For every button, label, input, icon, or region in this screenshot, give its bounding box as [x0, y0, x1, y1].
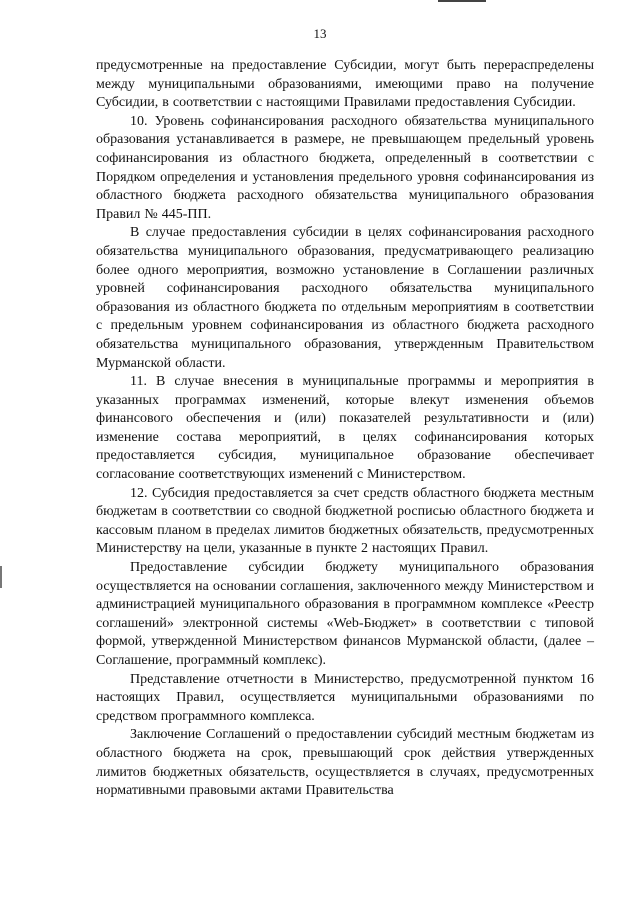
- document-body: [96, 57, 594, 801]
- page-number: 13: [313, 26, 327, 41]
- paragraph-continuation: предусмотренные на предоставление Субсидии, могут быть перераспределены между муниципальными образованиями, имеющими право на получение Субсидии, в соответствии с настоящими Правилами предоставления Субсидии.: [96, 58, 594, 111]
- paragraph-10-case: В случае предоставления субсидии в целях софинансирования расходного обязательства муниципального образования, предусматривающего реализацию более одного мероприятия, возможно установление в Соглашении различных уровней софинансирования расходного обязательства муниципального образования из областного бюджета по отдельным мероприятиям в соответствии с предельным уровнем софинансирования из областного бюджета расходного обязательства муниципального образования, утвержденным Правительством Мурманской области.: [96, 225, 594, 371]
- paragraph-reporting: Представление отчетности в Министерство, предусмотренной пунктом 16 настоящих Правил, осуществляется муниципальными образованиями по средством программного комплекса.: [96, 671, 594, 724]
- paragraph-12: 12. Субсидия предоставляется за счет средств областного бюджета местным бюджетам в соответствии со сводной бюджетной росписью областного бюджета и кассовым планом в пределах лимитов бюджетных обязательств, предусмотренных Министерству на цели, указанные в пункте 2 настоящих Правил.: [96, 485, 594, 557]
- header-rule: [438, 0, 486, 2]
- paragraph-11: 11. В случае внесения в муниципальные программы и мероприятия в указанных программах изменений, которые влекут изменения объемов финансового обеспечения и (или) показателей результативности и (или) изменение состава мероприятий, в целях софинансирования которых предоставляется субсидия, муниципальное образование обеспечивает согласование соответствующих изменений с Министерством.: [96, 374, 594, 483]
- paragraph-10: 10. Уровень софинансирования расходного обязательства муниципального образования устанавливается в размере, не превышающем предельный уровень софинансирования из областного бюджета, определенный в соответствии с Порядком определения и установления предельного уровня софинансирования из областного бюджета расходного обязательства муниципального образования Правил № 445-ПП.: [96, 113, 594, 222]
- margin-mark: [0, 566, 2, 588]
- paragraph-conclusion: Заключение Соглашений о предоставлении субсидий местным бюджетам из областного бюджета на срок, превышающий срок действия утвержденных лимитов бюджетных обязательств, осуществляется в случаях, предусмотренных нормативными правовыми актами Правительства: [96, 727, 594, 799]
- paragraph-agreement: Предоставление субсидии бюджету муниципального образования осуществляется на основании соглашения, заключенного между Министерством и администрацией муниципального образования в программном комплексе «Реестр соглашений» электронной системы «Web-Бюджет» в соответствии с типовой формой, утвержденной Министерством финансов Мурманской области, (далее – Соглашение, программный комплекс).: [96, 560, 594, 668]
